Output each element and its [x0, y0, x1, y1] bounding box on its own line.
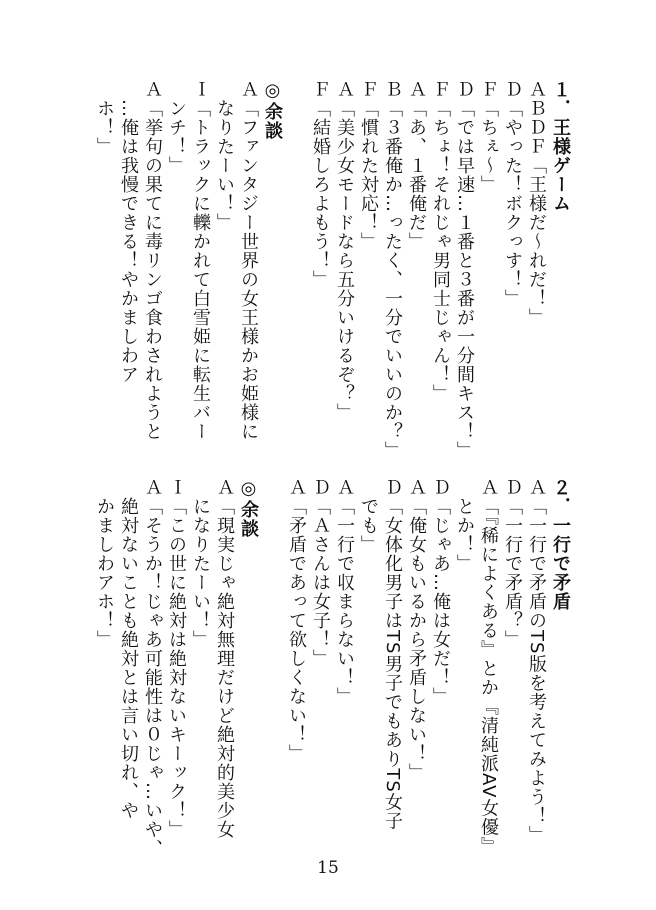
page-number: 15: [317, 858, 339, 878]
section2-extra-line: 絶対ないことも絶対とは言い切れ、や: [118, 478, 139, 820]
section2-line: とか！」: [454, 478, 475, 573]
section1-extra-line: Ａ「ファンタジー世界の女王様かお姫様に: [238, 80, 259, 441]
section2-line: Ｄ「女体化男子はTS男子でもありTS女子: [382, 478, 403, 831]
section2-extra-line: Ｉ「この世に絶対は絶対ないキーック！」: [166, 478, 187, 839]
section1-line: Ｆ「ちぇ〜」: [478, 80, 499, 194]
section1-line: Ｄ「やった！ボクっす！」: [502, 80, 523, 308]
section2-line: Ｄ「じゃあ…俺は女だ！」: [430, 478, 451, 706]
section2-line: Ｄ「Ａさんは女子！」: [310, 478, 331, 668]
section1-line: ＡＢＤＦ「王様だ〜れだ！」: [526, 80, 547, 327]
section1-line: Ａ「あ、１番俺だ」: [406, 80, 427, 251]
section1-extra-line: …俺は我慢できる！やかましわア: [118, 80, 139, 384]
section2-line: でも」: [358, 478, 379, 554]
section2-extra-heading: ◎余談: [238, 478, 259, 538]
section2-line: Ａ「矛盾であって欲しくない！」: [286, 478, 307, 763]
section1-line: Ｆ「慣れた対応！」: [358, 80, 379, 251]
section2-line: Ａ「俺女もいるから矛盾しない！」: [406, 478, 427, 782]
section2-line: Ａ「『稀によくある』とか『清純派AV女優』: [478, 478, 499, 856]
section1-extra-line: ホ！」: [94, 80, 115, 156]
section1-extra-line: Ｉ「トラックに轢かれて白雪姫に転生バー: [190, 80, 211, 441]
section1-extra-line: ンチ！」: [166, 80, 187, 175]
section1-line: Ｂ「３番俺か…ったく、一分でいいのか？」: [382, 80, 403, 460]
section2-line: Ａ「一行で収まらない！」: [334, 478, 355, 706]
section2-line: Ｄ「一行で矛盾？」: [502, 478, 523, 649]
section1-extra-line: なりたーい！」: [214, 80, 235, 232]
section1-heading: １．王様ゲーム: [550, 80, 571, 213]
section1-line: Ｄ「では早速…１番と３番が一分間キス！」: [454, 80, 475, 460]
section1-line: Ｆ「ちょ！それじゃ男同士じゃん！」: [430, 80, 451, 403]
section1-line: Ｆ「結婚しろよもう！」: [310, 80, 331, 289]
section1-line: Ａ「美少女モードなら五分いけるぞ？」: [334, 80, 355, 422]
section1-extra-heading: ◎余談: [262, 80, 283, 140]
section2-extra-line: Ａ「そうか！じゃあ可能性は０じゃ…いや、: [142, 478, 163, 858]
section1-extra-line: Ａ「挙句の果てに毒リンゴ食わされようと: [142, 80, 163, 441]
section2-line: Ａ「一行で矛盾のTS版を考えてみよう！」: [526, 478, 547, 845]
section2-heading: ２．一行で矛盾: [550, 478, 571, 611]
section2-extra-line: かましわアホ！」: [94, 478, 115, 649]
section2-extra-line: になりたーい！」: [190, 478, 211, 649]
section2-extra-line: Ａ「現実じゃ絶対無理だけど絶対的美少女: [214, 478, 235, 839]
